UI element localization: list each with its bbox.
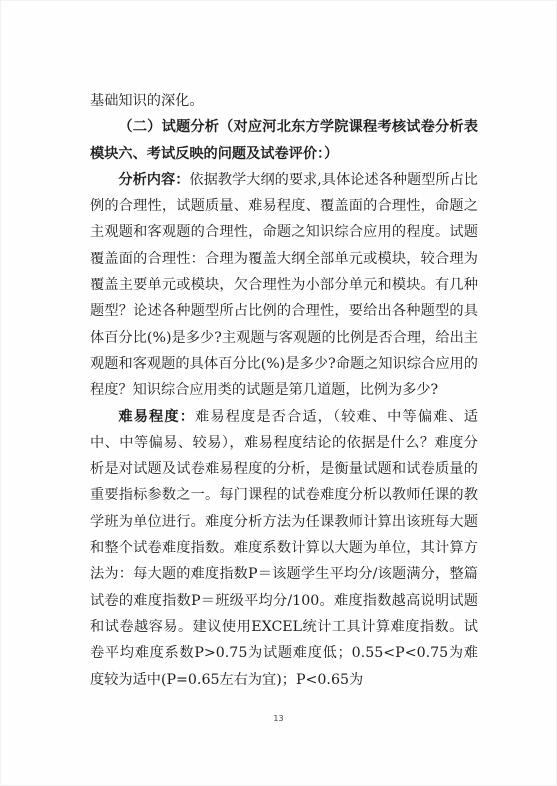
page-number: 13 [273,714,284,723]
difficulty-text: 难易程度是否合适，（较难、中等偏难、适中、中等偏易、较易），难易程度结论的依据是什么？难度分析是对试题及试卷难易程度的分析，是衡量试题和试卷质量的重要指标参数之一。每门课程的试卷难度分析以教师任课的教学班为单位进行。难度分析方法为任课教师计算出该班每大题和整个试卷难度指数。难度系数计算以大题为单位，其计算方法为：每大题的难度指数P＝该题学生平均分/该题满分，整篇试卷的难度指数P＝班级平均分/100。难度指数越高说明试题和试卷越容易。建议使用EXCEL统计工具计算难度指数。试卷平均难度系数P>0.75为试题难度低；0.55<P<0.75为难度较为适中(P=0.65左右为宜)；P<0.65为 [90,408,478,688]
page-body [90,88,478,693]
difficulty-paragraph [90,404,478,693]
continuation-line: 基础知识的深化。 [90,93,204,109]
difficulty-label: 难易程度： [118,408,196,425]
analysis-content-text: 依据教学大纲的要求,具体论述各种题型所占比例的合理性，试题质量、难易程度、覆盖面的合理性，命题之主观题和客观题的合理性，命题之知识综合应用的程度。试题覆盖面的合理性：合理为覆盖大纲全部单元或模块，较合理为覆盖主要单元或模块，欠合理性为小部分单元和模块。有几种题型？论述各种题型所占比例的合理性，要给出各种题型的具体百分比(%)是多少?主观题与客观题的比例是否合理，给出主观题和客观题的具体百分比(%)是多少?命题之知识综合应用的程度？知识综合应用类的试题是第几道题，比例为多少? [90,171,478,399]
section-heading: （二）试题分析（对应河北东方学院课程考核试卷分析表模块六、考试反映的问题及试卷评价：） [90,119,478,162]
analysis-content-paragraph [90,167,478,404]
analysis-content-label: 分析内容： [118,171,190,188]
